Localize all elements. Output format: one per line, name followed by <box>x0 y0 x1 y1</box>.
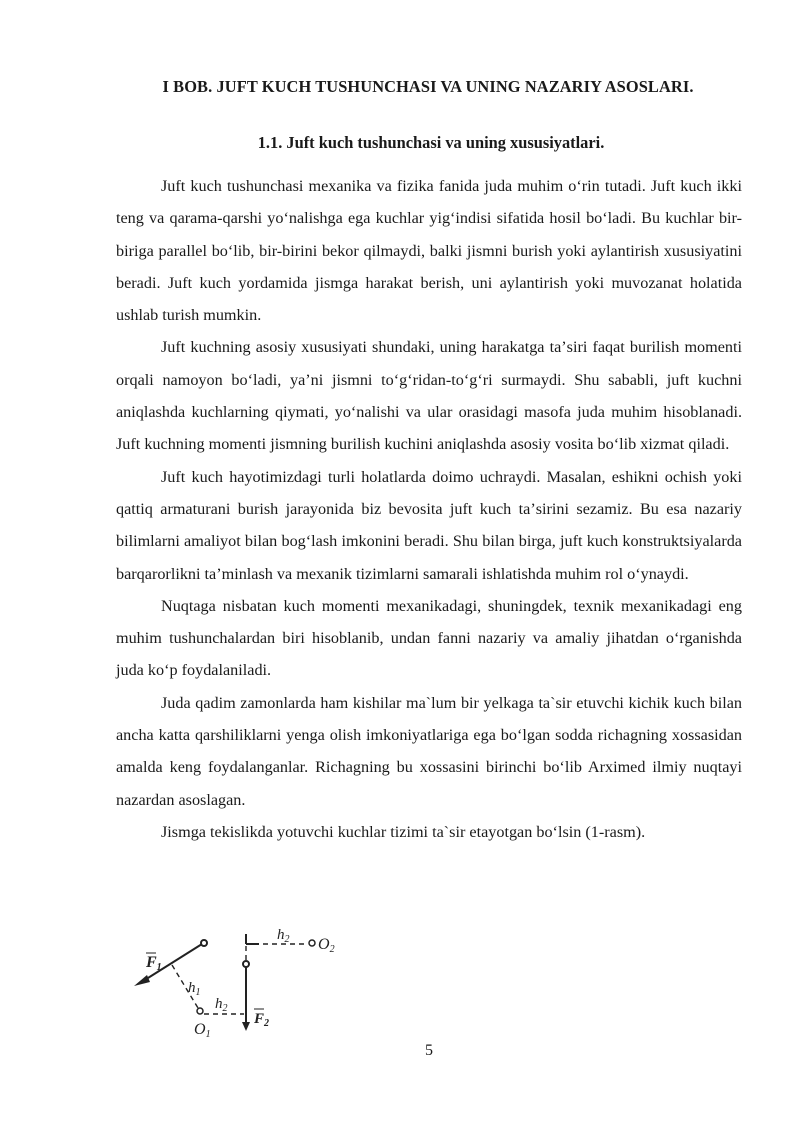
paragraph: Juda qadim zamonlarda ham kishilar ma`lum bir yelkaga ta`sir etuvchi kichik kuch bilan ancha katta qarshiliklarni yenga olish imkoniyatlariga ega boʻlgan sodda richagning xossasidan amalda keng foydalanganlar. Richagning bu xossasini birinchi boʻlib Arximed ilmiy nuqtayi nazardan asoslagan. <box>116 693 742 809</box>
label-h2-lower: $h_2$ <box>215 996 228 1014</box>
force-moment-figure <box>128 922 358 1040</box>
paragraph: Juft kuchning asosiy xususiyati shundaki, uning harakatga taʼsiri faqat burilish momenti orqali namoyon boʻladi, yaʼni jismni toʻgʻridan-toʻgʻri surmaydi. Shu sababli, juft kuchni aniqlashda kuchlarning qiymati, yoʻnalishi va ular orasidagi masofa juda muhim hisoblanadi. Juft kuchning momenti jismning burilish kuchini aniqlashda asosiy vosita boʻlib xizmat qiladi. <box>116 338 742 454</box>
page-number: 5 <box>425 1042 433 1059</box>
force-f2-origin <box>243 961 249 967</box>
paragraph: Jismga tekislikda yotuvchi kuchlar tizimi ta`sir etayotgan boʻlsin (1-rasm). <box>161 822 646 841</box>
label-o1: O1 <box>194 1021 211 1040</box>
paragraph: Juft kuch hayotimizdagi turli holatlarda doimo uchraydi. Masalan, eshikni ochish yoki qattiq armaturani burish jarayonida biz bevosita juft kuch taʼsirini sezamiz. Bu esa nazariy bilimlarni amaliyot bilan bogʻlash imkonini beradi. Shu bilan birga, juft kuch konstruktsiyalarda barqarorlikni taʼminlash va mexanik tizimlarni samarali ishlatishda muhim rol oʻynaydi. <box>116 467 742 583</box>
label-o2: O2 <box>318 936 335 955</box>
paragraph: Juft kuch tushunchasi mexanika va fizika fanida juda muhim oʻrin tutadi. Juft kuch ikki teng va qarama-qarshi yoʻnalishga ega kuchlar yigʻindisi sifatida hosil boʻladi. Bu kuchlar bir-biriga parallel boʻlib, bir-birini bekor qilmaydi, balki jismni burish yoki aylantirish xususiyatini beradi. Juft kuch yordamida jismga harakat berish, uni aylantirish yoki muvozanat holatida ushlab turish mumkin. <box>116 177 742 325</box>
point-o2-marker <box>309 940 315 946</box>
chapter-heading: I BOB. JUFT KUCH TUSHUNCHASI VA UNING NAZARIY ASOSLARI. <box>162 77 694 96</box>
label-f2: $F_2$ <box>254 1011 270 1029</box>
force-f1-origin <box>201 940 207 946</box>
arrowhead-f1 <box>134 975 150 986</box>
label-f1: F1 <box>146 954 162 973</box>
section-heading: 1.1. Juft kuch tushunchasi va uning xususiyatlari. <box>257 133 605 152</box>
arrowhead-f2 <box>242 1022 250 1031</box>
body-text <box>116 170 742 848</box>
label-h2-upper: $h_2$ <box>277 927 290 945</box>
point-o1-marker <box>197 1008 203 1014</box>
label-h1: $h_1$ <box>188 980 201 998</box>
paragraph: Nuqtaga nisbatan kuch momenti mexanikadagi, shuningdek, texnik mexanikadagi eng muhim tushunchalardan biri hisoblanib, undan fanni nazariy va amaliy jihatdan oʻrganishda juda koʻp foydalaniladi. <box>116 596 742 680</box>
